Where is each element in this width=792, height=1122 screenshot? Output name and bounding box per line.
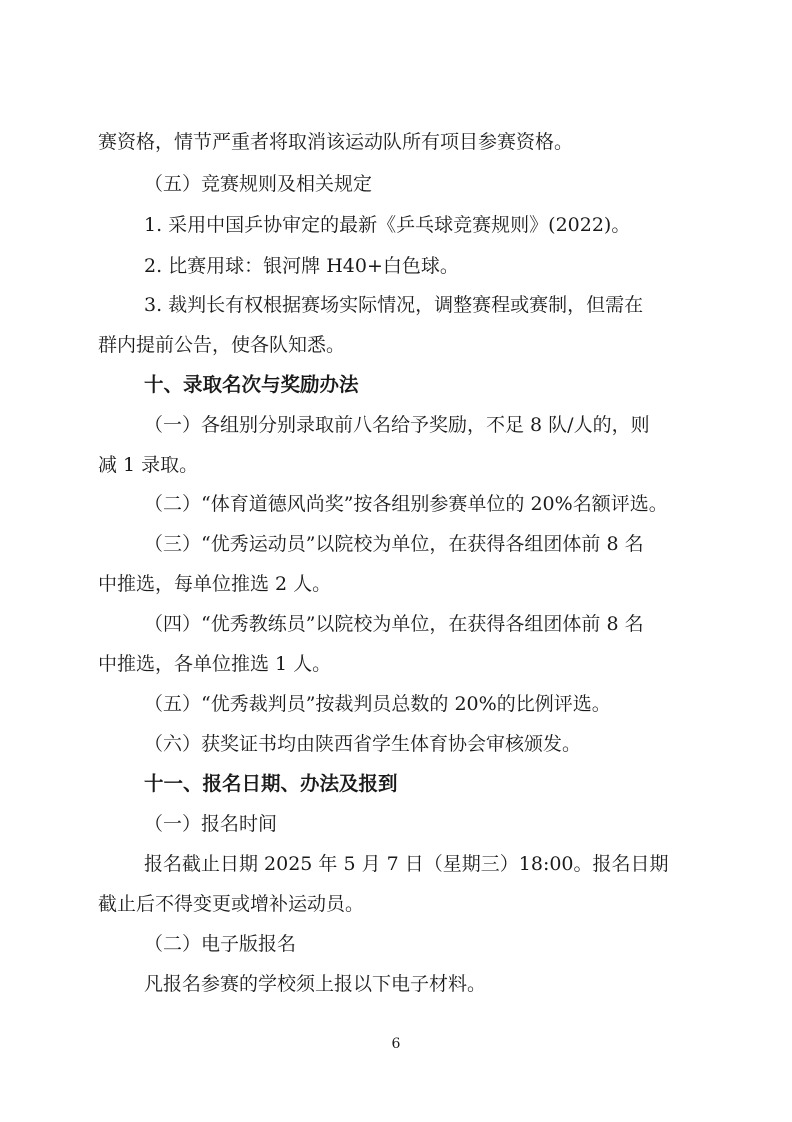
text-line: （四）“优秀教练员”以院校为单位，在获得各组团体前 8 名 xyxy=(144,613,644,635)
text-line: （一）各组别分别录取前八名给予奖励，不足 8 队/人的，则 xyxy=(144,414,650,436)
section-heading: 十、录取名次与奖励办法 xyxy=(144,373,359,396)
text-line: （二）“体育道德风尚奖”按各组别参赛单位的 20%名额评选。 xyxy=(144,493,668,515)
text-line: 减 1 录取。 xyxy=(98,454,199,476)
text-line: （五）“优秀裁判员”按裁判员总数的 20%的比例评选。 xyxy=(144,693,611,715)
text-line: （五）竞赛规则及相关规定 xyxy=(144,173,373,195)
text-line: 报名截止日期 2025 年 5 月 7 日（星期三）18:00。报名日期 xyxy=(144,853,669,875)
text-line: 3. 裁判长有权根据赛场实际情况，调整赛程或赛制，但需在 xyxy=(144,294,644,316)
text-line: 群内提前公告，使各队知悉。 xyxy=(98,334,346,356)
text-line: （二）电子版报名 xyxy=(144,933,297,955)
section-heading: 十一、报名日期、办法及报到 xyxy=(144,772,398,795)
text-line: 中推选，各单位推选 1 人。 xyxy=(98,653,332,675)
text-line: 中推选，每单位推选 2 人。 xyxy=(98,573,332,595)
text-line: 赛资格，情节严重者将取消该运动队所有项目参赛资格。 xyxy=(98,131,574,153)
text-line: （三）“优秀运动员”以院校为单位，在获得各组团体前 8 名 xyxy=(144,533,644,555)
text-line: 1. 采用中国乒协审定的最新《乒乓球竞赛规则》(2022)。 xyxy=(144,214,631,236)
text-line: （一）报名时间 xyxy=(144,813,278,835)
text-line: 凡报名参赛的学校须上报以下电子材料。 xyxy=(144,973,487,995)
page-number: 6 xyxy=(391,1036,401,1052)
text-line: （六）获奖证书均由陕西省学生体育协会审核颁发。 xyxy=(144,733,582,755)
text-line: 截止后不得变更或增补运动员。 xyxy=(98,893,365,915)
text-line: 2. 比赛用球：银河牌 H40+白色球。 xyxy=(144,255,459,277)
